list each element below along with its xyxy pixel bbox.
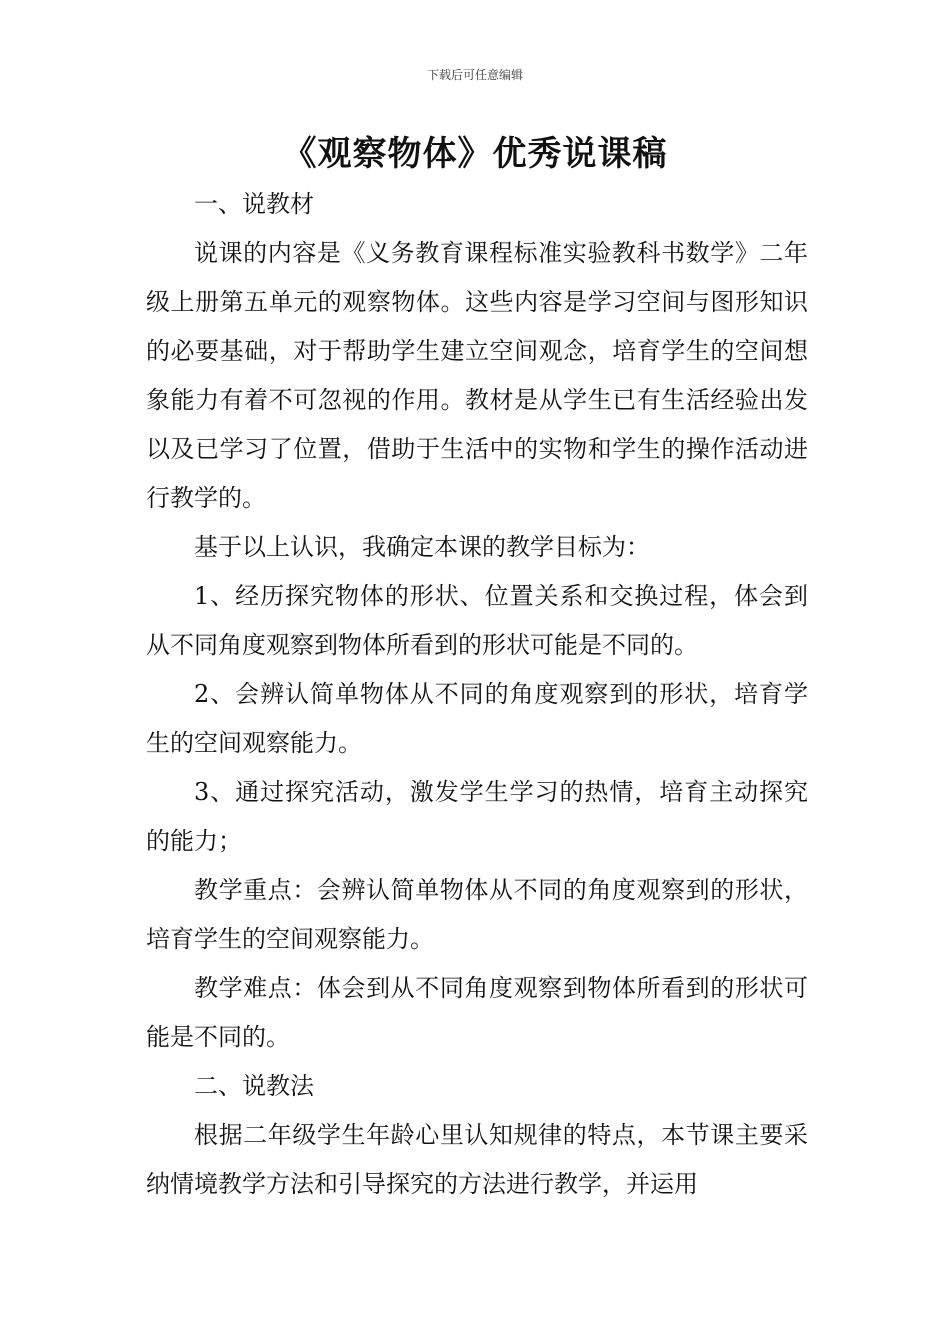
section-heading-teaching-material: 一、说教材: [194, 190, 314, 218]
paragraph-difficulty: 教学难点：体会到从不同角度观察到物体所看到的形状可能是不同的。: [146, 974, 808, 1051]
paragraph-content-intro: 说课的内容是《义务教育课程标准实验教科书数学》二年级上册第五单元的观察物体。这些内容是学习空间与图形知识的必要基础，对于帮助学生建立空间观念，培育学生的空间想象能力有着不可忽视的作用。教材是从学生已有生活经验出发以及已学习了位置，借助于生活中的实物和学生的操作活动进行教学的。: [146, 239, 808, 512]
paragraph-goal-1: 1、经历探究物体的形状、位置关系和交换过程，体会到从不同角度观察到物体所看到的形状可能是不同的。: [146, 582, 808, 659]
header-note: 下载后可任意编辑: [426, 68, 523, 82]
document-body: [146, 180, 808, 1209]
paragraph-goals-intro: 基于以上认识，我确定本课的教学目标为：: [194, 533, 650, 561]
document-title: 《观察物体》优秀说课稿: [282, 134, 668, 174]
paragraph-goal-2: 2、会辨认简单物体从不同的角度观察到的形状，培育学生的空间观察能力。: [146, 680, 808, 757]
paragraph-key-point: 教学重点：会辨认简单物体从不同的角度观察到的形状，培育学生的空间观察能力。: [146, 876, 808, 953]
paragraph-method: 根据二年级学生年龄心里认知规律的特点，本节课主要采纳情境教学方法和引导探究的方法进行教学，并运用: [146, 1121, 808, 1198]
paragraph-goal-3: 3、通过探究活动，激发学生学习的热情，培育主动探究的能力；: [146, 778, 808, 855]
section-heading-teaching-method: 二、说教法: [194, 1072, 314, 1100]
